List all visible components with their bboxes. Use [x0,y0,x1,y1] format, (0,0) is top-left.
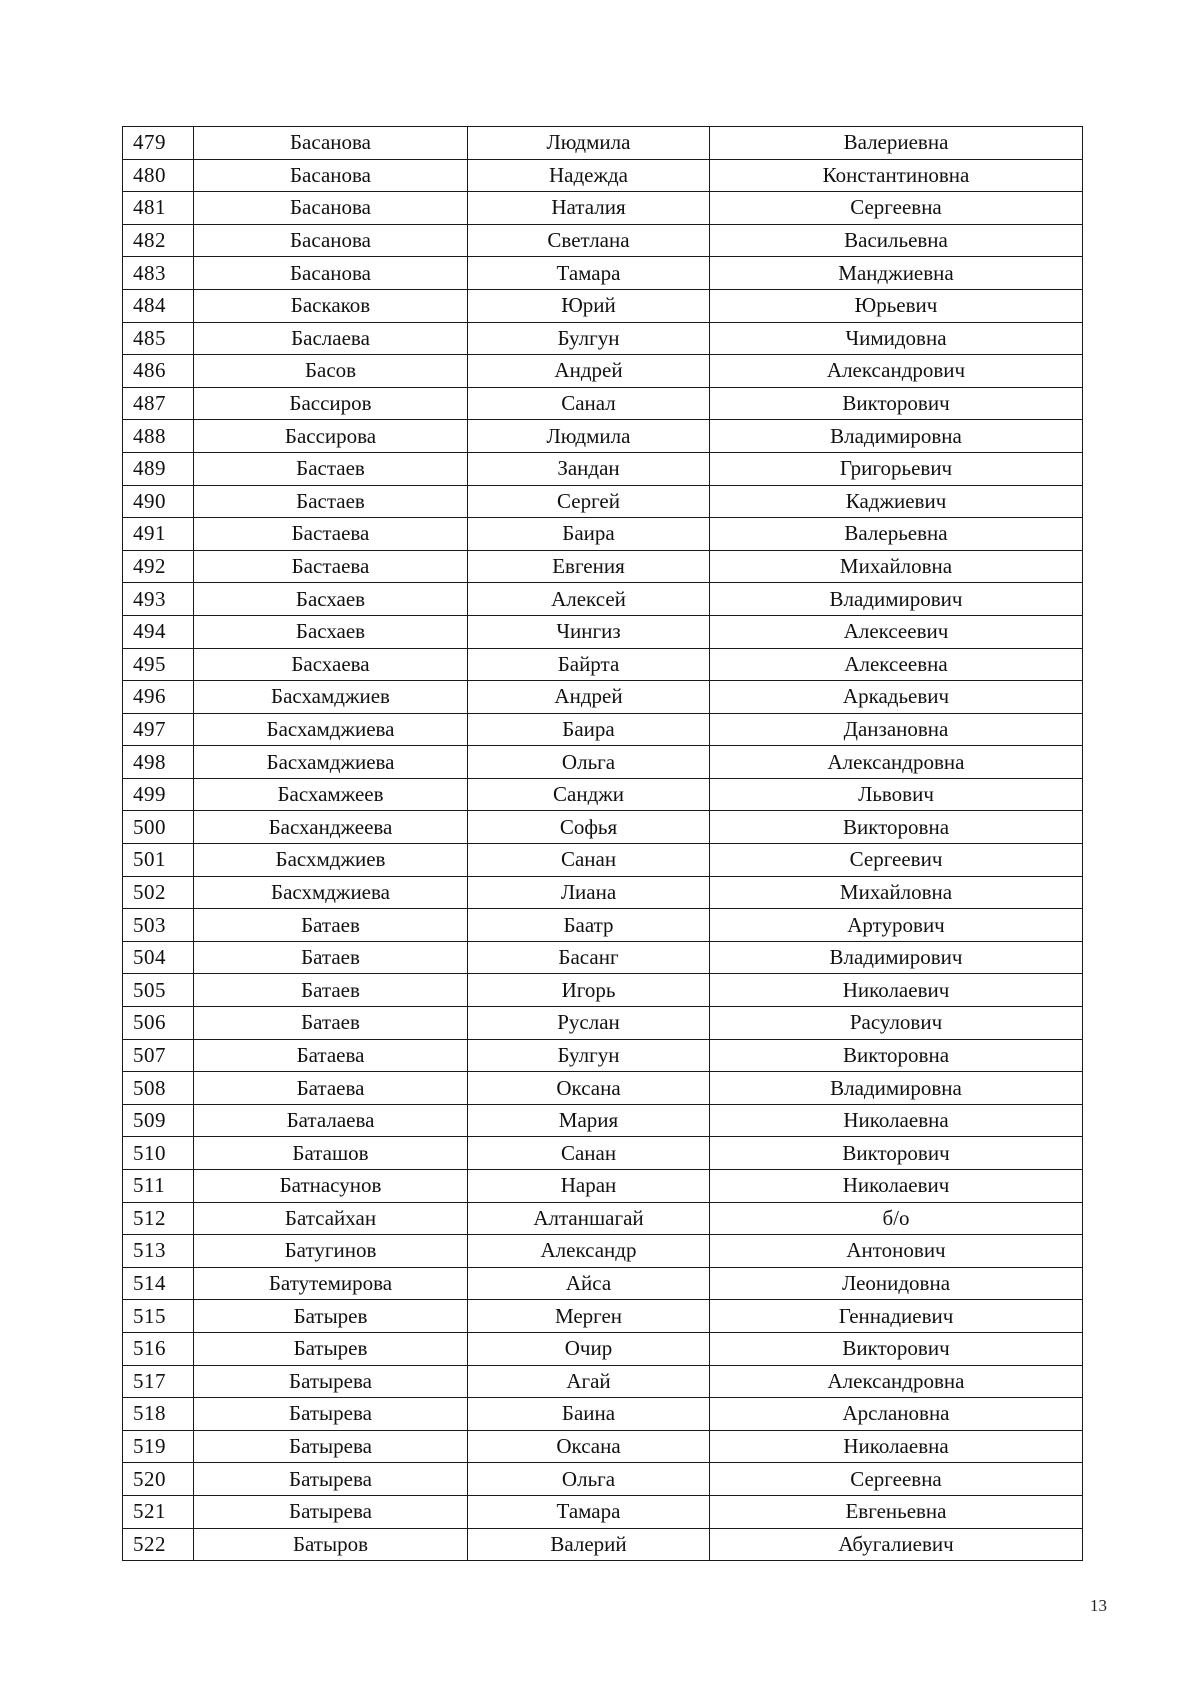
patronymic-cell: Владимировна [710,1072,1083,1105]
table-row [123,485,1083,518]
table-row [123,420,1083,453]
patronymic-cell: Михайловна [710,876,1083,909]
surname-cell: Бассиров [194,387,468,420]
row-number-cell: 491 [123,518,194,551]
names-table [122,126,1083,1561]
surname-cell: Басхаев [194,615,468,648]
first-name-cell: Булгун [468,1039,710,1072]
first-name-cell: Санал [468,387,710,420]
surname-cell: Басхамджиев [194,681,468,714]
first-name-cell: Агай [468,1365,710,1398]
first-name-cell: Софья [468,811,710,844]
row-number-cell: 493 [123,583,194,616]
surname-cell: Батнасунов [194,1170,468,1203]
first-name-cell: Людмила [468,420,710,453]
patronymic-cell: Евгеньевна [710,1495,1083,1528]
patronymic-cell: Сергеевич [710,844,1083,877]
first-name-cell: Игорь [468,974,710,1007]
table-row [123,127,1083,160]
surname-cell: Бастаева [194,550,468,583]
surname-cell: Басхмджиев [194,844,468,877]
first-name-cell: Александр [468,1235,710,1268]
first-name-cell: Баатр [468,909,710,942]
surname-cell: Бастаев [194,485,468,518]
first-name-cell: Байрта [468,648,710,681]
surname-cell: Баталаева [194,1104,468,1137]
table-row [123,811,1083,844]
row-number-cell: 515 [123,1300,194,1333]
first-name-cell: Евгения [468,550,710,583]
patronymic-cell: Сергеевна [710,192,1083,225]
first-name-cell: Надежда [468,159,710,192]
patronymic-cell: Валерьевна [710,518,1083,551]
row-number-cell: 490 [123,485,194,518]
table-row [123,1463,1083,1496]
patronymic-cell: Сергеевна [710,1463,1083,1496]
first-name-cell: Баира [468,518,710,551]
row-number-cell: 519 [123,1430,194,1463]
row-number-cell: 516 [123,1332,194,1365]
patronymic-cell: Алексеевна [710,648,1083,681]
row-number-cell: 511 [123,1170,194,1203]
patronymic-cell: Васильевна [710,224,1083,257]
table-row [123,387,1083,420]
surname-cell: Бастаева [194,518,468,551]
table-row [123,1300,1083,1333]
first-name-cell: Наталия [468,192,710,225]
row-number-cell: 522 [123,1528,194,1561]
table-row [123,1104,1083,1137]
surname-cell: Батырева [194,1495,468,1528]
surname-cell: Басхамжеев [194,778,468,811]
row-number-cell: 503 [123,909,194,942]
table-row [123,583,1083,616]
first-name-cell: Сергей [468,485,710,518]
table-row [123,648,1083,681]
first-name-cell: Баина [468,1398,710,1431]
table-row [123,778,1083,811]
table-row [123,681,1083,714]
table-row [123,876,1083,909]
surname-cell: Басхаев [194,583,468,616]
row-number-cell: 512 [123,1202,194,1235]
table-row [123,1495,1083,1528]
patronymic-cell: Львович [710,778,1083,811]
surname-cell: Бастаев [194,452,468,485]
patronymic-cell: Александровна [710,746,1083,779]
patronymic-cell: Артурович [710,909,1083,942]
table-row [123,289,1083,322]
row-number-cell: 488 [123,420,194,453]
first-name-cell: Наран [468,1170,710,1203]
surname-cell: Басанова [194,159,468,192]
surname-cell: Баслаева [194,322,468,355]
patronymic-cell: Абугалиевич [710,1528,1083,1561]
first-name-cell: Юрий [468,289,710,322]
row-number-cell: 518 [123,1398,194,1431]
surname-cell: Баташов [194,1137,468,1170]
surname-cell: Батугинов [194,1235,468,1268]
row-number-cell: 521 [123,1495,194,1528]
table-row [123,192,1083,225]
patronymic-cell: Расулович [710,1007,1083,1040]
row-number-cell: 495 [123,648,194,681]
row-number-cell: 505 [123,974,194,1007]
table-row [123,1007,1083,1040]
surname-cell: Батсайхан [194,1202,468,1235]
first-name-cell: Алексей [468,583,710,616]
surname-cell: Батаев [194,1007,468,1040]
surname-cell: Батаев [194,909,468,942]
patronymic-cell: Арслановна [710,1398,1083,1431]
table-row [123,322,1083,355]
patronymic-cell: Геннадиевич [710,1300,1083,1333]
first-name-cell: Ольга [468,1463,710,1496]
patronymic-cell: Антонович [710,1235,1083,1268]
row-number-cell: 502 [123,876,194,909]
table-row [123,355,1083,388]
table-row [123,159,1083,192]
row-number-cell: 504 [123,941,194,974]
patronymic-cell: Юрьевич [710,289,1083,322]
first-name-cell: Тамара [468,1495,710,1528]
row-number-cell: 497 [123,713,194,746]
first-name-cell: Людмила [468,127,710,160]
patronymic-cell: Григорьевич [710,452,1083,485]
patronymic-cell: Константиновна [710,159,1083,192]
row-number-cell: 514 [123,1267,194,1300]
surname-cell: Батырева [194,1398,468,1431]
first-name-cell: Санджи [468,778,710,811]
first-name-cell: Валерий [468,1528,710,1561]
row-number-cell: 480 [123,159,194,192]
surname-cell: Басхмджиева [194,876,468,909]
surname-cell: Батаева [194,1072,468,1105]
table-row [123,941,1083,974]
row-number-cell: 494 [123,615,194,648]
table-row [123,1430,1083,1463]
patronymic-cell: Каджиевич [710,485,1083,518]
first-name-cell: Санан [468,844,710,877]
table-row [123,518,1083,551]
row-number-cell: 520 [123,1463,194,1496]
surname-cell: Басанова [194,224,468,257]
surname-cell: Бассирова [194,420,468,453]
first-name-cell: Очир [468,1332,710,1365]
patronymic-cell: Александрович [710,355,1083,388]
patronymic-cell: Викторович [710,1137,1083,1170]
table-row [123,452,1083,485]
surname-cell: Батаева [194,1039,468,1072]
surname-cell: Басанова [194,257,468,290]
surname-cell: Батаев [194,974,468,1007]
table-row [123,1137,1083,1170]
first-name-cell: Лиана [468,876,710,909]
patronymic-cell: Валериевна [710,127,1083,160]
patronymic-cell: Викторович [710,387,1083,420]
patronymic-cell: Данзановна [710,713,1083,746]
patronymic-cell: Леонидовна [710,1267,1083,1300]
row-number-cell: 482 [123,224,194,257]
row-number-cell: 496 [123,681,194,714]
row-number-cell: 501 [123,844,194,877]
first-name-cell: Алтаншагай [468,1202,710,1235]
first-name-cell: Чингиз [468,615,710,648]
table-row [123,746,1083,779]
table-row [123,550,1083,583]
patronymic-cell: Манджиевна [710,257,1083,290]
table-row [123,1170,1083,1203]
table-row [123,615,1083,648]
surname-cell: Батыров [194,1528,468,1561]
table-row [123,257,1083,290]
patronymic-cell: Викторович [710,1332,1083,1365]
names-table-body [123,127,1083,1561]
row-number-cell: 489 [123,452,194,485]
table-row [123,1528,1083,1561]
table-row [123,974,1083,1007]
first-name-cell: Мария [468,1104,710,1137]
row-number-cell: 509 [123,1104,194,1137]
table-row [123,1072,1083,1105]
row-number-cell: 484 [123,289,194,322]
table-row [123,1039,1083,1072]
first-name-cell: Санан [468,1137,710,1170]
surname-cell: Батырева [194,1365,468,1398]
first-name-cell: Ольга [468,746,710,779]
table-row [123,1267,1083,1300]
patronymic-cell: Александровна [710,1365,1083,1398]
row-number-cell: 485 [123,322,194,355]
table-row [123,1235,1083,1268]
row-number-cell: 492 [123,550,194,583]
patronymic-cell: Владимировна [710,420,1083,453]
patronymic-cell: б/о [710,1202,1083,1235]
first-name-cell: Зандан [468,452,710,485]
surname-cell: Басхамджиева [194,746,468,779]
patronymic-cell: Чимидовна [710,322,1083,355]
surname-cell: Басхамджиева [194,713,468,746]
first-name-cell: Оксана [468,1430,710,1463]
table-row [123,1202,1083,1235]
patronymic-cell: Михайловна [710,550,1083,583]
table-row [123,909,1083,942]
first-name-cell: Айса [468,1267,710,1300]
row-number-cell: 481 [123,192,194,225]
first-name-cell: Руслан [468,1007,710,1040]
surname-cell: Басанова [194,192,468,225]
surname-cell: Батырева [194,1430,468,1463]
surname-cell: Батырев [194,1332,468,1365]
row-number-cell: 513 [123,1235,194,1268]
patronymic-cell: Николаевна [710,1104,1083,1137]
surname-cell: Басанова [194,127,468,160]
surname-cell: Баскаков [194,289,468,322]
row-number-cell: 487 [123,387,194,420]
table-row [123,844,1083,877]
row-number-cell: 486 [123,355,194,388]
patronymic-cell: Николаевич [710,1170,1083,1203]
patronymic-cell: Николаевич [710,974,1083,1007]
page-number: 13 [1090,1596,1107,1615]
row-number-cell: 506 [123,1007,194,1040]
patronymic-cell: Викторовна [710,1039,1083,1072]
row-number-cell: 498 [123,746,194,779]
first-name-cell: Тамара [468,257,710,290]
surname-cell: Батаев [194,941,468,974]
row-number-cell: 508 [123,1072,194,1105]
row-number-cell: 500 [123,811,194,844]
first-name-cell: Мерген [468,1300,710,1333]
table-row [123,1365,1083,1398]
surname-cell: Батырев [194,1300,468,1333]
row-number-cell: 483 [123,257,194,290]
row-number-cell: 479 [123,127,194,160]
first-name-cell: Басанг [468,941,710,974]
surname-cell: Басов [194,355,468,388]
table-row [123,1332,1083,1365]
first-name-cell: Оксана [468,1072,710,1105]
row-number-cell: 510 [123,1137,194,1170]
patronymic-cell: Викторовна [710,811,1083,844]
patronymic-cell: Николаевна [710,1430,1083,1463]
row-number-cell: 499 [123,778,194,811]
first-name-cell: Булгун [468,322,710,355]
first-name-cell: Баира [468,713,710,746]
row-number-cell: 517 [123,1365,194,1398]
patronymic-cell: Аркадьевич [710,681,1083,714]
table-row [123,713,1083,746]
first-name-cell: Андрей [468,681,710,714]
surname-cell: Батырева [194,1463,468,1496]
surname-cell: Басханджеева [194,811,468,844]
surname-cell: Батутемирова [194,1267,468,1300]
first-name-cell: Андрей [468,355,710,388]
table-row [123,1398,1083,1431]
patronymic-cell: Владимирович [710,941,1083,974]
row-number-cell: 507 [123,1039,194,1072]
patronymic-cell: Владимирович [710,583,1083,616]
patronymic-cell: Алексеевич [710,615,1083,648]
surname-cell: Басхаева [194,648,468,681]
table-row [123,224,1083,257]
first-name-cell: Светлана [468,224,710,257]
